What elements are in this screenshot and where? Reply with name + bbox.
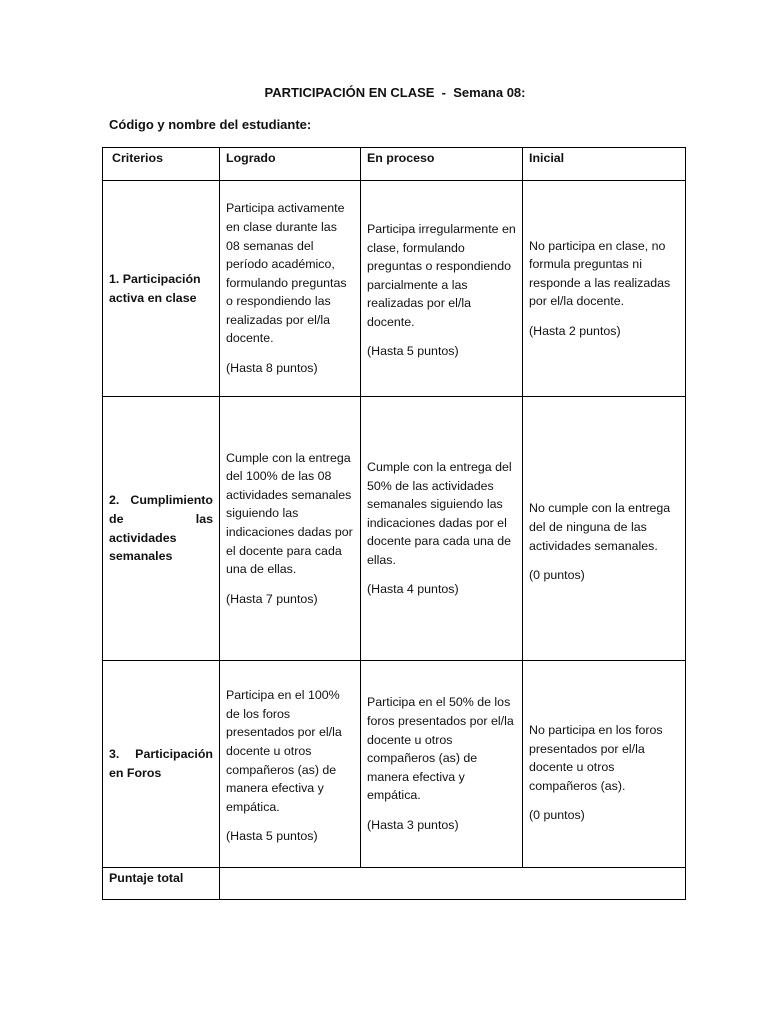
- inicial-description: No participa en clase, no formula preguntas ni responde a las realizadas por el/la docente.: [529, 238, 671, 309]
- inicial-points: (Hasta 2 puntos): [529, 323, 621, 338]
- logrado-cell: [220, 181, 361, 397]
- inicial-cell: [523, 661, 686, 868]
- total-label: Puntaje total: [109, 871, 184, 885]
- header-inicial: Inicial: [523, 148, 686, 181]
- total-value-cell[interactable]: [220, 868, 686, 900]
- logrado-cell: [220, 397, 361, 661]
- en-proceso-description: Cumple con la entrega del 50% de las actividades semanales siguiendo las indicaciones dadas por el docente para cada una de ellas.: [367, 459, 512, 567]
- en-proceso-points: (Hasta 3 puntos): [367, 817, 459, 832]
- student-label: Código y nombre del estudiante:: [109, 117, 312, 132]
- document-title: PARTICIPACIÓN EN CLASE - Semana 08:: [264, 85, 526, 100]
- en-proceso-points: (Hasta 4 puntos): [367, 582, 459, 597]
- criterion-cell: [103, 181, 220, 397]
- logrado-description: Participa activamente en clase durante las 08 semanas del período académico, formulando preguntas o respondiendo las realizadas por el/la docente.: [226, 201, 347, 346]
- inicial-points: (0 puntos): [529, 808, 585, 823]
- logrado-points: (Hasta 7 puntos): [226, 591, 318, 606]
- criterion-label: 2. Cumplimiento de las actividades semanales: [109, 493, 213, 564]
- inicial-points: (0 puntos): [529, 568, 585, 583]
- en-proceso-points: (Hasta 5 puntos): [367, 344, 459, 359]
- total-label-cell: [103, 868, 220, 900]
- logrado-description: Cumple con la entrega del 100% de las 08 actividades semanales siguiendo las indicaciones dadas por el docente para cada una de ellas.: [226, 450, 353, 577]
- inicial-description: No cumple con la entrega del de ninguna de las actividades semanales.: [529, 501, 671, 553]
- table-row: [103, 181, 686, 397]
- table-row: [103, 397, 686, 661]
- en-proceso-cell: [361, 181, 523, 397]
- logrado-points: (Hasta 8 puntos): [226, 361, 318, 376]
- header-criterios: Criterios: [103, 148, 220, 181]
- inicial-cell: [523, 397, 686, 661]
- logrado-points: (Hasta 5 puntos): [226, 829, 318, 844]
- en-proceso-cell: [361, 397, 523, 661]
- inicial-cell: [523, 181, 686, 397]
- en-proceso-description: Participa irregularmente en clase, formulando preguntas o respondiendo parcialmente a las realizadas por el/la docente.: [367, 221, 516, 329]
- en-proceso-cell: [361, 661, 523, 868]
- rubric-table: [102, 147, 686, 900]
- header-logrado: Logrado: [220, 148, 361, 181]
- criterion-label: 1. Participación activa en clase: [109, 271, 201, 305]
- criterion-cell: [103, 397, 220, 661]
- header-en-proceso: En proceso: [361, 148, 523, 181]
- criterion-label: 3. Participación en Foros: [109, 747, 213, 780]
- criterion-cell: [103, 661, 220, 868]
- total-row: [103, 868, 686, 900]
- logrado-cell: [220, 661, 361, 868]
- inicial-description: No participa en los foros presentados por el/la docente u otros compañeros (as).: [529, 723, 663, 793]
- logrado-description: Participa en el 100% de los foros presentados por el/la docente u otros compañeros (as) de manera efectiva y empática.: [226, 688, 342, 814]
- table-row: [103, 661, 686, 868]
- rubric-header-row: [103, 148, 686, 181]
- en-proceso-description: Participa en el 50% de los foros presentados por el/la docente u otros compañeros (as) de manera efectiva y empática.: [367, 695, 514, 803]
